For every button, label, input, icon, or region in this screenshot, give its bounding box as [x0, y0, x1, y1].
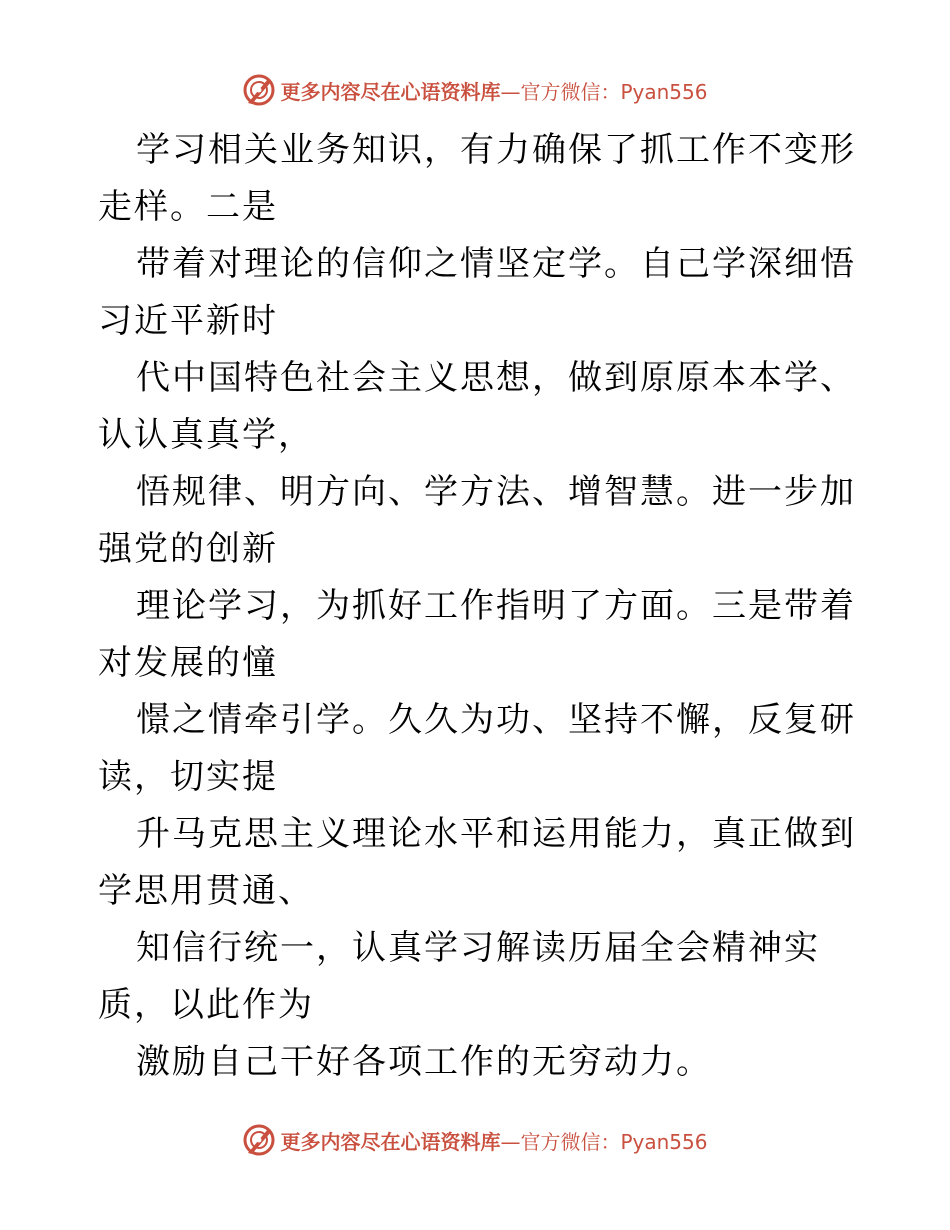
watermark-separator: —: [500, 1129, 521, 1154]
header-watermark: [0, 70, 950, 110]
paragraph: 带着对理论的信仰之情坚定学。自己学深细悟习近平新时: [98, 244, 856, 341]
paragraph: 悟规律、明方向、学方法、增智慧。进一步加强党的创新: [98, 472, 856, 569]
watermark-separator: —: [500, 79, 521, 104]
watermark-site-text: 更多内容尽在心语资料库: [280, 79, 501, 104]
footer-watermark: [0, 1120, 950, 1160]
pen-seal-icon: [242, 1123, 276, 1157]
paragraph: 升马克思主义理论水平和运用能力，真正做到学思用贯通、: [98, 814, 856, 911]
watermark-site-text: 更多内容尽在心语资料库: [280, 1129, 501, 1154]
document-body: [98, 122, 858, 1091]
paragraph: 憬之情牵引学。久久为功、坚持不懈，反复研读，切实提: [98, 700, 856, 797]
watermark-account-text: 官方微信：Pyan556: [520, 1129, 708, 1154]
paragraph: 学习相关业务知识，有力确保了抓工作不变形走样。二是: [98, 130, 856, 227]
paragraph: 知信行统一，认真学习解读历届全会精神实质，以此作为: [98, 928, 820, 1025]
paragraph: 激励自己干好各项工作的无穷动力。: [136, 1042, 712, 1082]
paragraph: 代中国特色社会主义思想，做到原原本本学、认认真真学，: [98, 358, 856, 455]
paragraph: 理论学习，为抓好工作指明了方面。三是带着对发展的憧: [98, 586, 856, 683]
watermark-text: [280, 76, 707, 105]
watermark-text: [280, 1126, 707, 1155]
pen-seal-icon: [242, 73, 276, 107]
watermark-account-text: 官方微信：Pyan556: [520, 79, 708, 104]
